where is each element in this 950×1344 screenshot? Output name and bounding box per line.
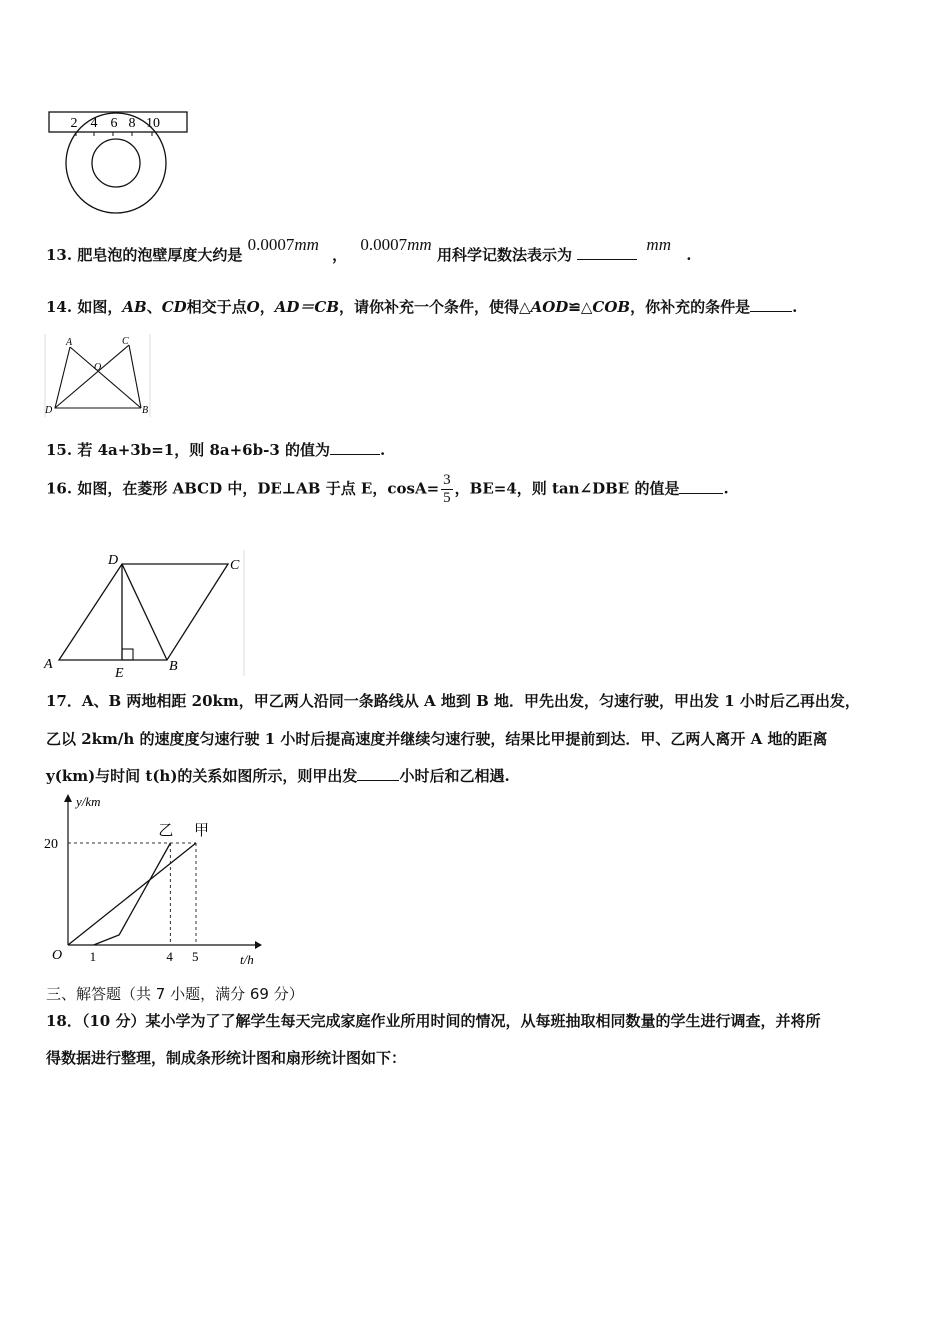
question-18-line-1: 18．（10 分）某小学为了了解学生每天完成家庭作业所用时间的情况，从每班抽取相同数量的学生进行调查，并将所 <box>46 1012 821 1030</box>
y-axis-arrow <box>64 794 72 802</box>
inner-circle <box>92 139 140 187</box>
label-b: B <box>142 405 149 416</box>
distance-time-chart <box>40 790 270 970</box>
series-label-yi: 乙 <box>158 823 174 839</box>
ring-figure <box>46 108 196 220</box>
question-13: 13. 肥皂泡的泡壁厚度大约是 0.0007mm ， 0.0007mm 用科学记数法表示为 mm . <box>46 235 692 264</box>
value-1: 0.0007 <box>247 235 295 254</box>
label-o: O <box>94 362 102 373</box>
fraction: $\frac{3}{5}$ <box>443 472 451 506</box>
answer-blank <box>679 481 723 494</box>
question-15: 15. 若 4a+3b=1，则 8a+6b-3 的值为 . <box>46 441 386 459</box>
x-tick-label: 1 <box>89 949 97 964</box>
y-tick-label: 20 <box>44 837 58 852</box>
answer-blank <box>330 442 380 455</box>
x-axis-arrow <box>255 941 262 949</box>
question-16: 16. 如图，在菱形 ABCD 中，DE⊥AB 于点 E，cosA= $\frac{3}{5}$ ，BE=4，则 tan∠DBE 的值是 . <box>46 472 729 506</box>
label-a: A <box>66 337 73 348</box>
question-number: 16. <box>46 479 73 498</box>
origin-label: O <box>52 948 63 963</box>
scale-label: 8 <box>128 116 136 131</box>
segment-ab <box>70 347 141 408</box>
figure-16 <box>42 548 247 680</box>
x-axis-label: t/h <box>240 952 254 967</box>
label-d: D <box>45 405 53 416</box>
value-2: 0.0007 <box>360 235 408 254</box>
figure-14 <box>44 333 154 418</box>
label-c: C <box>122 336 129 347</box>
answer-blank <box>357 768 399 781</box>
label-b: B <box>169 659 178 674</box>
question-17-line-3: y(km)与时间 t(h)的关系如图所示，则甲出发 小时后和乙相遇. <box>46 767 510 785</box>
section-3-title: 三、解答题（共 7 小题，满分 69 分） <box>46 985 304 1003</box>
answer-blank <box>577 247 637 260</box>
question-14: 14. 如图，AB、CD相交于点O，AD＝CB，请你补充一个条件，使得△AOD≌△COB，你补充的条件是 . <box>46 298 798 316</box>
segment-cd <box>55 345 129 408</box>
scale-label: 10 <box>146 116 160 131</box>
question-17-line-1: 17．A、B 两地相距 20km，甲乙两人沿同一条路线从 A 地到 B 地．甲先出发，匀速行驶，甲出发 1 小时后乙再出发， <box>46 692 860 710</box>
question-17-line-2: 乙以 2km/h 的速度度匀速行驶 1 小时后提高速度并继续匀速行驶，结果比甲提前到达．甲、乙两人离开 A 地的距离 <box>46 730 828 748</box>
label-d: D <box>108 553 119 568</box>
segment-adb <box>55 347 141 408</box>
x-tick-label: 5 <box>192 949 199 964</box>
question-18-line-2: 得数据进行整理，制成条形统计图和扇形统计图如下： <box>46 1049 407 1067</box>
question-number: 14. <box>46 298 73 316</box>
scale-label: 2 <box>70 116 78 131</box>
rhombus-abcd <box>59 564 228 660</box>
label-e: E <box>115 666 124 680</box>
series-label-jia: 甲 <box>194 823 210 839</box>
question-number: 15. <box>46 441 73 459</box>
label-a: A <box>44 657 53 672</box>
series-line-jia <box>68 843 196 945</box>
label-c: C <box>230 558 240 573</box>
answer-blank <box>750 299 792 312</box>
question-number: 13. <box>46 246 73 264</box>
scale-label: 6 <box>110 116 118 131</box>
segment-db <box>122 564 167 660</box>
scale-label: 4 <box>90 116 98 131</box>
y-axis-label: y/km <box>76 794 101 809</box>
right-angle-mark <box>122 649 133 660</box>
x-tick-label: 4 <box>166 949 173 964</box>
